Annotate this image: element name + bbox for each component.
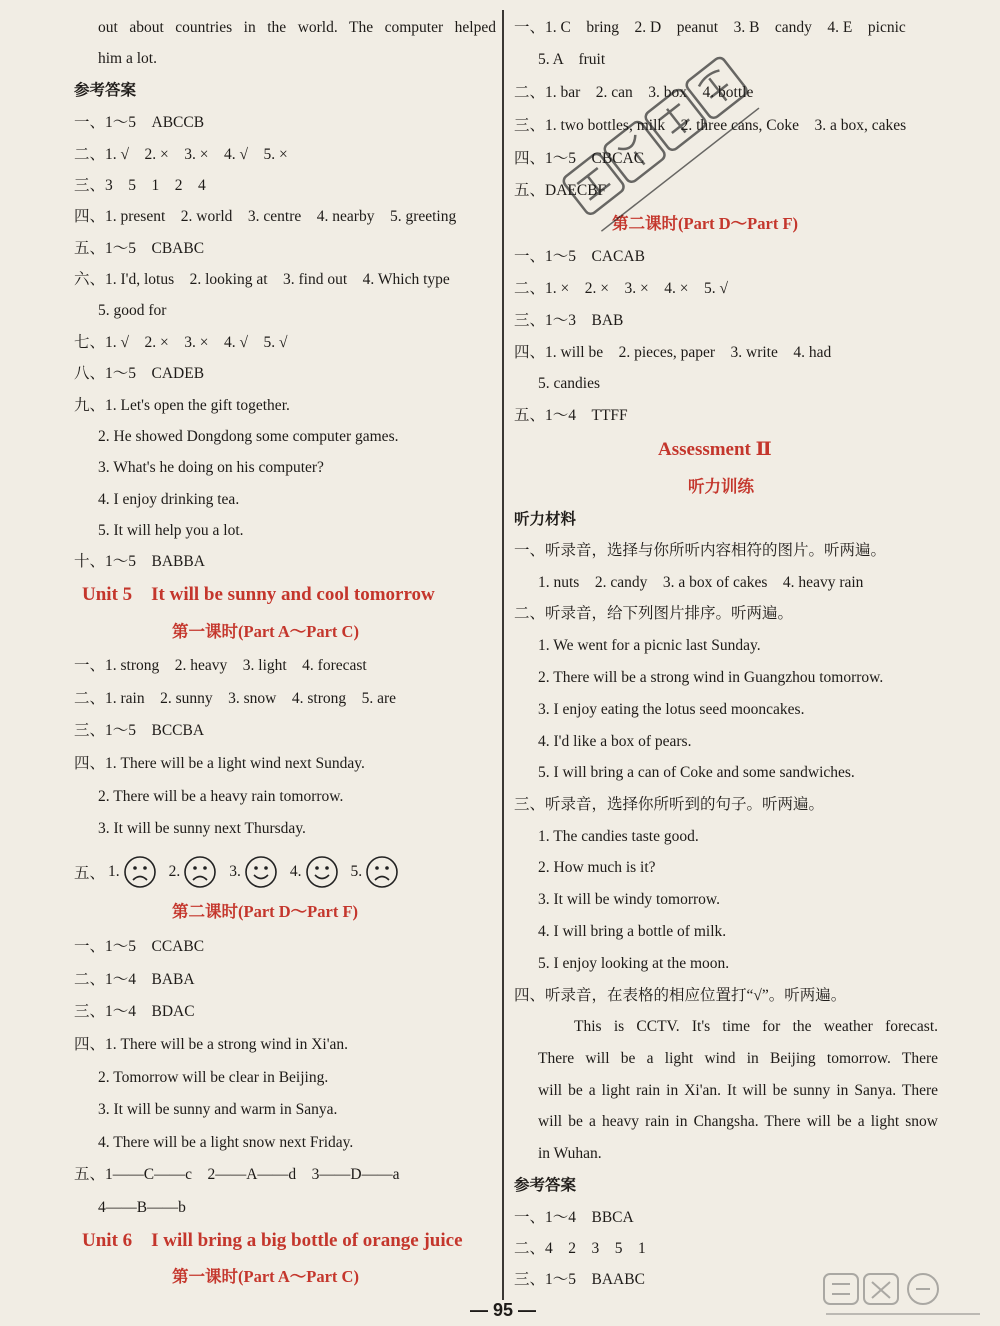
- answer-line: 一、1～5 ABCCB: [74, 114, 205, 131]
- question-line: 三、听录音，选择你所听到的句子。听两遍。: [514, 796, 825, 813]
- answer-line: 三、1～3 BAB: [514, 312, 624, 329]
- listening-line: 4. I will bring a bottle of milk.: [538, 923, 727, 940]
- listening-line: 1. nuts 2. candy 3. a box of cakes 4. heavy rain: [538, 574, 864, 591]
- question-line: 四、听录音，在表格的相应位置打“√”。听两遍。: [514, 987, 847, 1004]
- faces-prefix: 五、: [74, 865, 106, 882]
- column-divider: [502, 10, 504, 1300]
- weather-face-answers: [74, 852, 411, 892]
- answer-line: 七、1. √ 2. × 3. × 4. √ 5. √: [74, 334, 288, 351]
- happy-face-icon: [305, 855, 339, 889]
- answer-line: 一、1. C bring 2. D peanut 3. B candy 4. E picnic: [514, 19, 906, 36]
- listening-paragraph-line: This is CCTV. It's time for the weather forecast.: [574, 1018, 938, 1035]
- answer-line: 5. It will help you a lot.: [98, 522, 244, 539]
- section-heading: 参考答案: [514, 1177, 577, 1194]
- answer-line: 5. good for: [98, 302, 167, 319]
- question-line: 二、听录音，给下列图片排序。听两遍。: [514, 605, 794, 622]
- answer-line: 三、1～5 BAABC: [514, 1271, 645, 1288]
- answer-line: 二、1. bar 2. can 3. box 4. bottle: [514, 84, 754, 101]
- page-number: — 95 —: [470, 1300, 537, 1320]
- listening-line: 3. It will be windy tomorrow.: [538, 891, 720, 908]
- listening-line: 2. There will be a strong wind in Guangzhou tomorrow.: [538, 669, 884, 686]
- text-line: out about countries in the world. The computer helped: [98, 19, 496, 36]
- answer-line: 四、1. will be 2. pieces, paper 3. write 4. had: [514, 344, 832, 361]
- sad-face-icon: [123, 855, 157, 889]
- site-logo: [820, 1270, 990, 1320]
- watermark-stamp: [530, 20, 790, 300]
- answer-line: 二、1～4 BABA: [74, 971, 195, 988]
- answer-line: 一、1～4 BBCA: [514, 1209, 634, 1226]
- listening-line: 2. How much is it?: [538, 859, 656, 876]
- answer-line: 一、1. strong 2. heavy 3. light 4. forecast: [74, 657, 367, 674]
- face-label: 1.: [108, 863, 120, 880]
- face-label: 4.: [289, 863, 302, 880]
- answer-line: 三、1～5 BCCBA: [74, 722, 205, 739]
- face-label: 3.: [229, 863, 241, 880]
- face-label: 2.: [168, 863, 181, 880]
- lesson-heading: 第二课时(Part D～Part F): [172, 902, 359, 921]
- sad-face-icon: [365, 855, 399, 889]
- answer-line: 4. I enjoy drinking tea.: [98, 491, 240, 508]
- text-line: him a lot.: [98, 50, 157, 67]
- sad-face-icon: [183, 855, 217, 889]
- answer-line: 二、4 2 3 5 1: [514, 1240, 646, 1257]
- answer-line: 2. He showed Dongdong some computer games.: [98, 428, 399, 445]
- answer-line: 5. A fruit: [538, 51, 606, 68]
- answer-line: 四、1. There will be a light wind next Sunday.: [74, 755, 365, 772]
- answer-line: 3. It will be sunny and warm in Sanya.: [98, 1101, 338, 1118]
- answer-line: 三、1. two bottles, milk 2. three cans, Coke 3. a box, cakes: [514, 117, 907, 134]
- answer-line: 二、1. × 2. × 3. × 4. × 5. √: [514, 280, 728, 297]
- listening-line: 4. I'd like a box of pears.: [538, 733, 692, 750]
- answer-line: 一、1～5 CACAB: [514, 248, 645, 265]
- answer-line: 二、1. rain 2. sunny 3. snow 4. strong 5. are: [74, 690, 397, 707]
- assessment-title: Assessment Ⅱ: [658, 439, 772, 460]
- lesson-heading: 第二课时(Part D～Part F): [612, 214, 799, 233]
- lesson-heading: 第一课时(Part A～Part C): [172, 622, 359, 641]
- happy-face-icon: [244, 855, 278, 889]
- section-title: 听力训练: [688, 477, 754, 496]
- section-heading: 参考答案: [74, 82, 137, 99]
- answer-line: 六、1. I'd, lotus 2. looking at 3. find out 4. Which type: [74, 271, 450, 288]
- answer-line: 二、1. √ 2. × 3. × 4. √ 5. ×: [74, 146, 288, 163]
- section-heading: 听力材料: [514, 511, 577, 528]
- listening-paragraph-line: in Wuhan.: [538, 1145, 602, 1162]
- question-line: 一、听录音，选择与你所听内容相符的图片。听两遍。: [514, 542, 887, 559]
- answer-line: 九、1. Let's open the gift together.: [74, 397, 290, 414]
- answer-line: 五、1～4 TTFF: [514, 407, 628, 424]
- answer-line: 三、1～4 BDAC: [74, 1003, 195, 1020]
- answer-line: 一、1～5 CCABC: [74, 938, 205, 955]
- listening-line: 3. I enjoy eating the lotus seed mooncakes.: [538, 701, 805, 718]
- lesson-heading: 第一课时(Part A～Part C): [172, 1267, 359, 1286]
- answer-line: 五、1～5 CBABC: [74, 240, 205, 257]
- listening-paragraph-line: There will be a light wind in Beijing tomorrow. There: [538, 1050, 938, 1067]
- answer-line: 三、3 5 1 2 4: [74, 177, 206, 194]
- answer-line: 4. There will be a light snow next Friday.: [98, 1134, 354, 1151]
- unit-title: Unit 5 It will be sunny and cool tomorrow: [82, 584, 435, 605]
- answer-line: 五、1——C——c 2——A——d 3——D——a: [74, 1166, 400, 1183]
- listening-line: 5. I will bring a can of Coke and some sandwiches.: [538, 764, 855, 781]
- answer-line: 十、1～5 BABBA: [74, 553, 205, 570]
- answer-line: 5. candies: [538, 375, 600, 392]
- answer-line: 4——B——b: [98, 1199, 186, 1216]
- listening-paragraph-line: will be a light rain in Xi'an. It will be sunny in Sanya. There: [538, 1082, 938, 1099]
- answer-line: 3. What's he doing on his computer?: [98, 459, 324, 476]
- answer-line: 2. Tomorrow will be clear in Beijing.: [98, 1069, 329, 1086]
- answer-line: 2. There will be a heavy rain tomorrow.: [98, 788, 344, 805]
- face-label: 5.: [350, 863, 363, 880]
- answer-line: 四、1. There will be a strong wind in Xi'an.: [74, 1036, 348, 1053]
- listening-paragraph-line: will be a heavy rain in Changsha. There will be a light snow: [538, 1113, 938, 1130]
- listening-line: 5. I enjoy looking at the moon.: [538, 955, 730, 972]
- answer-line: 八、1～5 CADEB: [74, 365, 205, 382]
- answer-line: 五、DAECBF: [514, 182, 607, 199]
- answer-line: 四、1～5 CBCAC: [514, 150, 645, 167]
- answer-line: 四、1. present 2. world 3. centre 4. nearby 5. greeting: [74, 208, 457, 225]
- listening-line: 1. The candies taste good.: [538, 828, 699, 845]
- listening-line: 1. We went for a picnic last Sunday.: [538, 637, 761, 654]
- answer-line: 3. It will be sunny next Thursday.: [98, 820, 306, 837]
- unit-title: Unit 6 I will bring a big bottle of orange juice: [82, 1230, 463, 1251]
